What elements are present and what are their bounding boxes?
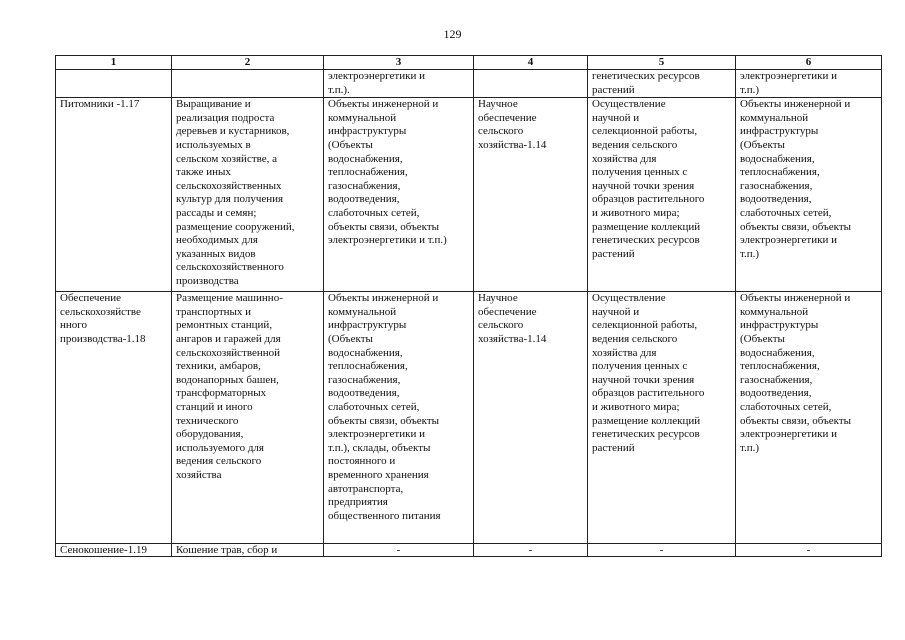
table-cell: - <box>474 544 588 557</box>
description-cell: Выращивание и реализация подроста деревьев и кустарников, используемых в сельском хозяйстве, а также иных сельскохозяйственных культур для получения рассады и семян; размещение сооружений, необходимых для указанных видов сельскохозяйственного производства <box>172 98 324 292</box>
column-header-4: 4 <box>474 56 588 70</box>
land-use-table <box>55 55 882 557</box>
description-cell: Кошение трав, сбор и <box>172 544 324 557</box>
table-cell: Осуществление научной и селекционной работы, ведения сельского хозяйства для получения ценных с научной точки зрения образцов растительного и животного мира; размещение коллекций генетических ресурсов растений <box>588 98 736 292</box>
table-cell: генетических ресурсов растений <box>588 70 736 98</box>
column-header-5: 5 <box>588 56 736 70</box>
land-use-type-cell: Сенокошение-1.19 <box>56 544 172 557</box>
page-number: 129 <box>443 27 462 41</box>
table-cell <box>474 70 588 98</box>
table-cell: Объекты инженерной и коммунальной инфраструктуры (Объекты водоснабжения, теплоснабжения, газоснабжения, водоотведения, слаботочных сетей, объекты связи, объекты электроэнергетики и т.п.) <box>324 98 474 292</box>
table-cell: Осуществление научной и селекционной работы, ведения сельского хозяйства для получения ценных с научной точки зрения образцов растительного и животного мира; размещение коллекций генетических ресурсов растений <box>588 292 736 544</box>
table-row-continuation <box>56 70 882 98</box>
column-header-1: 1 <box>56 56 172 70</box>
table-cell: Объекты инженерной и коммунальной инфраструктуры (Объекты водоснабжения, теплоснабжения, газоснабжения, водоотведения, слаботочных сетей, объекты связи, объекты электроэнергетики и т.п.) <box>736 292 882 544</box>
column-header-6: 6 <box>736 56 882 70</box>
table-cell: - <box>588 544 736 557</box>
table-cell <box>56 70 172 98</box>
table-cell: электроэнергетики и т.п.). <box>324 70 474 98</box>
table-cell <box>172 70 324 98</box>
table-cell: Научное обеспечение сельского хозяйства-1.14 <box>474 292 588 544</box>
table-cell: Объекты инженерной и коммунальной инфраструктуры (Объекты водоснабжения, теплоснабжения, газоснабжения, водоотведения, слаботочных сетей, объекты связи, объекты электроэнергетики и т.п.), склады, объекты постоянного и временного хранения автотранспорта, предприятия общественного питания <box>324 292 474 544</box>
table-header-row <box>56 56 882 70</box>
table-cell: - <box>324 544 474 557</box>
description-cell: Размещение машинно- транспортных и ремонтных станций, ангаров и гаражей для сельскохозяйственной техники, амбаров, водонапорных башен, трансформаторных станций и иного технического оборудования, используемого для ведения сельского хозяйства <box>172 292 324 544</box>
table-cell: Научное обеспечение сельского хозяйства-1.14 <box>474 98 588 292</box>
table-row-agricultural-support <box>56 292 882 544</box>
table-cell: - <box>736 544 882 557</box>
table-row-haymaking <box>56 544 882 557</box>
column-header-3: 3 <box>324 56 474 70</box>
column-header-2: 2 <box>172 56 324 70</box>
land-use-type-cell: Обеспечение сельскохозяйстве нного производства-1.18 <box>56 292 172 544</box>
table-cell: Объекты инженерной и коммунальной инфраструктуры (Объекты водоснабжения, теплоснабжения, газоснабжения, водоотведения, слаботочных сетей, объекты связи, объекты электроэнергетики и т.п.) <box>736 98 882 292</box>
table-row-nurseries <box>56 98 882 292</box>
table-cell: электроэнергетики и т.п.) <box>736 70 882 98</box>
land-use-type-cell: Питомники -1.17 <box>56 98 172 292</box>
